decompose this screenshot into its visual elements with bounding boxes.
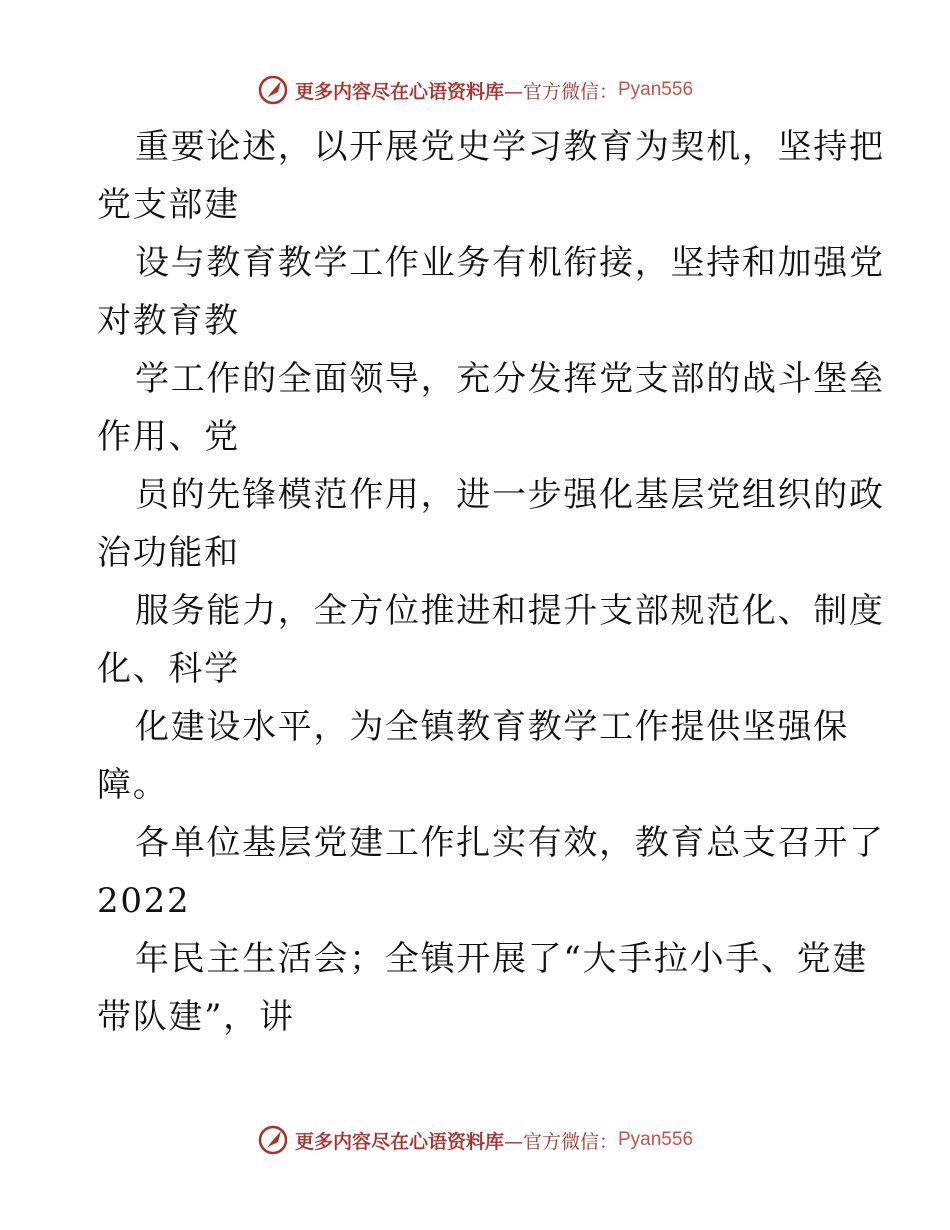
text-line: 对教育教 (97, 301, 240, 341)
text-line: 重要论述，以开展党史学习教育为契机，坚持把 (135, 127, 885, 167)
banner-wechat-id: Pyan556 (618, 79, 694, 100)
text-line: 各单位基层党建工作扎实有效，教育总支召开了 (135, 823, 885, 863)
text-line: 障。 (97, 765, 169, 805)
text-line: 党支部建 (97, 185, 240, 225)
text-line: 年民主生活会；全镇开展了“大手拉小手、党建 (135, 939, 869, 979)
feather-logo-icon (257, 74, 289, 106)
text-line: 作用、党 (97, 417, 240, 457)
banner-separator: —官方微信： (503, 80, 618, 103)
text-line: 化、科学 (97, 649, 240, 689)
banner-separator: —官方微信： (503, 1130, 618, 1153)
document-body (97, 118, 885, 1046)
text-line: 学工作的全面领导，充分发挥党支部的战斗堡垒 (135, 359, 885, 399)
text-line: 化建设水平，为全镇教育教学工作提供坚强保 (135, 707, 849, 747)
text-line: 带队建”，讲 (97, 997, 295, 1037)
banner-title: 更多内容尽在心语资料库 (294, 1130, 504, 1153)
banner-title: 更多内容尽在心语资料库 (294, 80, 504, 103)
text-line: 服务能力，全方位推进和提升支部规范化、制度 (135, 591, 885, 631)
text-line: 设与教育教学工作业务有机衔接，坚持和加强党 (135, 243, 885, 283)
header-banner (0, 70, 950, 110)
text-line: 员的先锋模范作用，进一步强化基层党组织的政 (135, 475, 885, 515)
feather-logo-icon (257, 1124, 289, 1156)
banner-wechat-id: Pyan556 (618, 1129, 694, 1150)
text-line: 2022 (97, 881, 191, 921)
footer-banner (0, 1120, 950, 1160)
text-line: 治功能和 (97, 533, 240, 573)
